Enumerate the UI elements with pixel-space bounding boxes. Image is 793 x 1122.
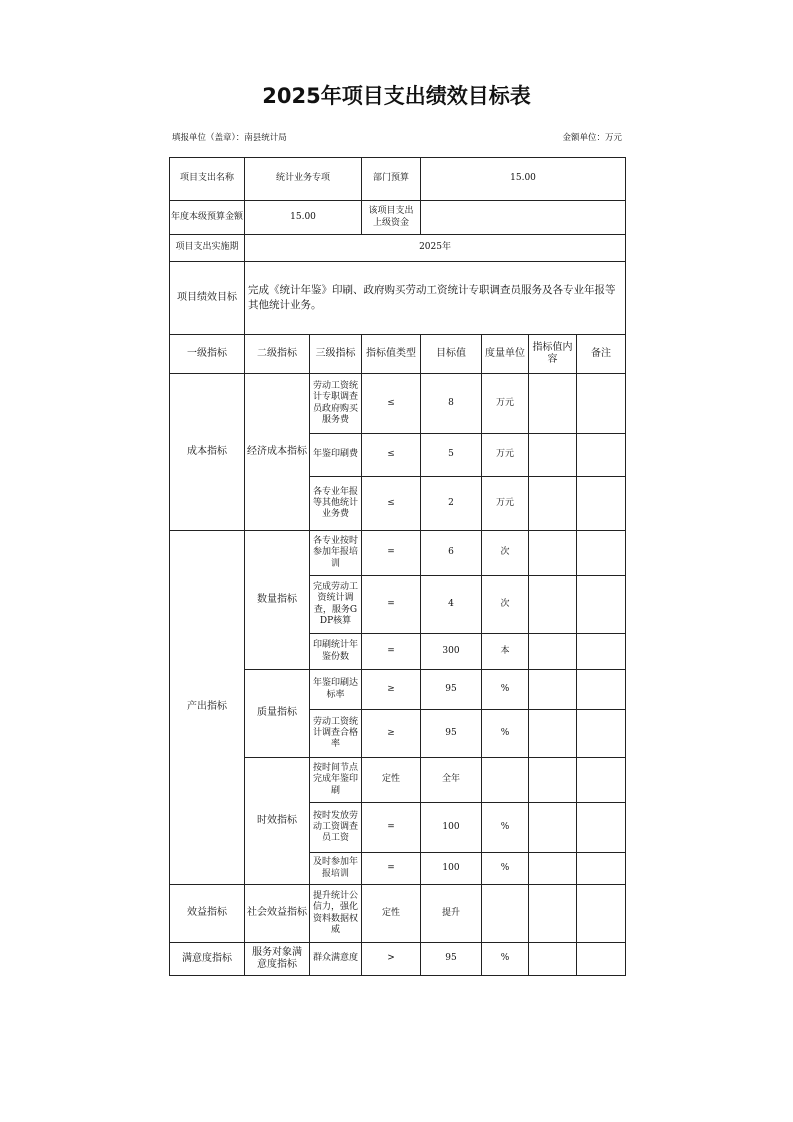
amount-unit: 金额单位：万元 bbox=[562, 133, 622, 143]
indicator-type: 定性 bbox=[362, 885, 421, 943]
table-row bbox=[170, 885, 626, 943]
indicator-target: 95 bbox=[421, 710, 482, 758]
indicator-content bbox=[529, 943, 577, 976]
indicator-target: 100 bbox=[421, 853, 482, 885]
col-header-level1: 一级指标 bbox=[170, 335, 245, 374]
indicator-content bbox=[529, 531, 577, 576]
indicator-note bbox=[577, 943, 626, 976]
indicator-type: = bbox=[362, 576, 421, 634]
subgroup-quantity: 数量指标 bbox=[245, 531, 310, 670]
project-name-value: 统计业务专项 bbox=[245, 158, 362, 201]
subgroup-quality: 质量指标 bbox=[245, 670, 310, 758]
indicator-type: > bbox=[362, 943, 421, 976]
performance-target-table bbox=[169, 157, 626, 976]
indicator-type: ≤ bbox=[362, 374, 421, 434]
indicator-content bbox=[529, 710, 577, 758]
indicator-content bbox=[529, 885, 577, 943]
indicator-unit: 次 bbox=[482, 576, 529, 634]
indicator-note bbox=[577, 670, 626, 710]
indicator-note bbox=[577, 374, 626, 434]
col-header-note: 备注 bbox=[577, 335, 626, 374]
indicator-name: 提升统计公信力，强化资料数据权威 bbox=[310, 885, 362, 943]
indicator-note bbox=[577, 803, 626, 853]
table-row bbox=[170, 531, 626, 576]
period-label: 项目支出实施期 bbox=[170, 235, 245, 262]
indicator-unit: 本 bbox=[482, 634, 529, 670]
superior-funds-value bbox=[421, 201, 626, 235]
indicator-target: 4 bbox=[421, 576, 482, 634]
indicator-name: 按时发放劳动工资调查员工资 bbox=[310, 803, 362, 853]
annual-budget-value: 15.00 bbox=[245, 201, 362, 235]
indicator-content bbox=[529, 434, 577, 477]
indicator-target: 8 bbox=[421, 374, 482, 434]
info-row-period bbox=[170, 235, 626, 262]
indicator-note bbox=[577, 634, 626, 670]
indicator-content bbox=[529, 670, 577, 710]
indicator-name: 及时参加年报培训 bbox=[310, 853, 362, 885]
col-header-unit: 度量单位 bbox=[482, 335, 529, 374]
period-value: 2025年 bbox=[245, 235, 626, 262]
indicator-content bbox=[529, 853, 577, 885]
indicator-type: ≤ bbox=[362, 477, 421, 531]
col-header-content: 指标值内容 bbox=[529, 335, 577, 374]
indicator-name: 按时间节点完成年鉴印刷 bbox=[310, 758, 362, 803]
indicator-type: = bbox=[362, 803, 421, 853]
indicator-type: = bbox=[362, 531, 421, 576]
reporting-unit: 填报单位（盖章）：南县统计局 bbox=[172, 133, 287, 143]
subgroup-social-benefit: 社会效益指标 bbox=[245, 885, 310, 943]
indicator-unit: % bbox=[482, 803, 529, 853]
indicator-name: 年鉴印刷费 bbox=[310, 434, 362, 477]
info-row-budget bbox=[170, 201, 626, 235]
table-row bbox=[170, 943, 626, 976]
col-header-target: 目标值 bbox=[421, 335, 482, 374]
indicator-content bbox=[529, 576, 577, 634]
indicator-content bbox=[529, 634, 577, 670]
indicator-target: 提升 bbox=[421, 885, 482, 943]
indicator-content bbox=[529, 374, 577, 434]
indicator-name: 完成劳动工资统计调查，服务GDP核算 bbox=[310, 576, 362, 634]
indicator-type: ≥ bbox=[362, 710, 421, 758]
indicator-target: 5 bbox=[421, 434, 482, 477]
col-header-value-type: 指标值类型 bbox=[362, 335, 421, 374]
indicator-type: 定性 bbox=[362, 758, 421, 803]
group-output: 产出指标 bbox=[170, 531, 245, 885]
info-row-project bbox=[170, 158, 626, 201]
indicator-unit bbox=[482, 885, 529, 943]
group-cost: 成本指标 bbox=[170, 374, 245, 531]
indicator-unit: 万元 bbox=[482, 477, 529, 531]
indicator-unit: % bbox=[482, 670, 529, 710]
indicator-name: 各专业年报等其他统计业务费 bbox=[310, 477, 362, 531]
indicator-type: ≥ bbox=[362, 670, 421, 710]
indicator-name: 印刷统计年鉴份数 bbox=[310, 634, 362, 670]
subgroup-economic-cost: 经济成本指标 bbox=[245, 374, 310, 531]
indicator-target: 100 bbox=[421, 803, 482, 853]
indicator-content bbox=[529, 758, 577, 803]
indicator-note bbox=[577, 531, 626, 576]
indicator-unit: % bbox=[482, 943, 529, 976]
indicator-content bbox=[529, 803, 577, 853]
group-satisfaction: 满意度指标 bbox=[170, 943, 245, 976]
indicator-target: 95 bbox=[421, 943, 482, 976]
indicator-unit: % bbox=[482, 710, 529, 758]
indicator-unit bbox=[482, 758, 529, 803]
indicator-name: 劳动工资统计调查合格率 bbox=[310, 710, 362, 758]
info-row-goal bbox=[170, 262, 626, 335]
indicator-target: 95 bbox=[421, 670, 482, 710]
indicator-note bbox=[577, 853, 626, 885]
goal-value: 完成《统计年鉴》印刷、政府购买劳动工资统计专职调查员服务及各专业年报等其他统计业务。 bbox=[245, 262, 626, 335]
dept-budget-value: 15.00 bbox=[421, 158, 626, 201]
indicator-name: 各专业按时参加年报培训 bbox=[310, 531, 362, 576]
indicator-content bbox=[529, 477, 577, 531]
indicator-type: ≤ bbox=[362, 434, 421, 477]
indicator-name: 劳动工资统计专职调查员政府购买服务费 bbox=[310, 374, 362, 434]
column-header-row bbox=[170, 335, 626, 374]
page-title: 2025年项目支出绩效目标表 bbox=[262, 84, 531, 108]
indicator-note bbox=[577, 758, 626, 803]
indicator-unit: 次 bbox=[482, 531, 529, 576]
col-header-level2: 二级指标 bbox=[245, 335, 310, 374]
indicator-note bbox=[577, 576, 626, 634]
annual-budget-label: 年度本级预算金额 bbox=[170, 201, 245, 235]
indicator-target: 300 bbox=[421, 634, 482, 670]
indicator-unit: 万元 bbox=[482, 374, 529, 434]
indicator-name: 年鉴印刷达标率 bbox=[310, 670, 362, 710]
indicator-note bbox=[577, 885, 626, 943]
subgroup-timeliness: 时效指标 bbox=[245, 758, 310, 885]
subgroup-service-satisfaction: 服务对象满意度指标 bbox=[245, 943, 310, 976]
indicator-unit: % bbox=[482, 853, 529, 885]
indicator-name: 群众满意度 bbox=[310, 943, 362, 976]
group-benefit: 效益指标 bbox=[170, 885, 245, 943]
indicator-type: = bbox=[362, 853, 421, 885]
dept-budget-label: 部门预算 bbox=[362, 158, 421, 201]
indicator-note bbox=[577, 477, 626, 531]
goal-label: 项目绩效目标 bbox=[170, 262, 245, 335]
indicator-type: = bbox=[362, 634, 421, 670]
indicator-unit: 万元 bbox=[482, 434, 529, 477]
indicator-target: 6 bbox=[421, 531, 482, 576]
indicator-note bbox=[577, 434, 626, 477]
table-row bbox=[170, 374, 626, 434]
indicator-target: 全年 bbox=[421, 758, 482, 803]
indicator-note bbox=[577, 710, 626, 758]
indicator-target: 2 bbox=[421, 477, 482, 531]
project-name-label: 项目支出名称 bbox=[170, 158, 245, 201]
col-header-level3: 三级指标 bbox=[310, 335, 362, 374]
superior-funds-label: 该项目支出上级资金 bbox=[362, 201, 421, 235]
